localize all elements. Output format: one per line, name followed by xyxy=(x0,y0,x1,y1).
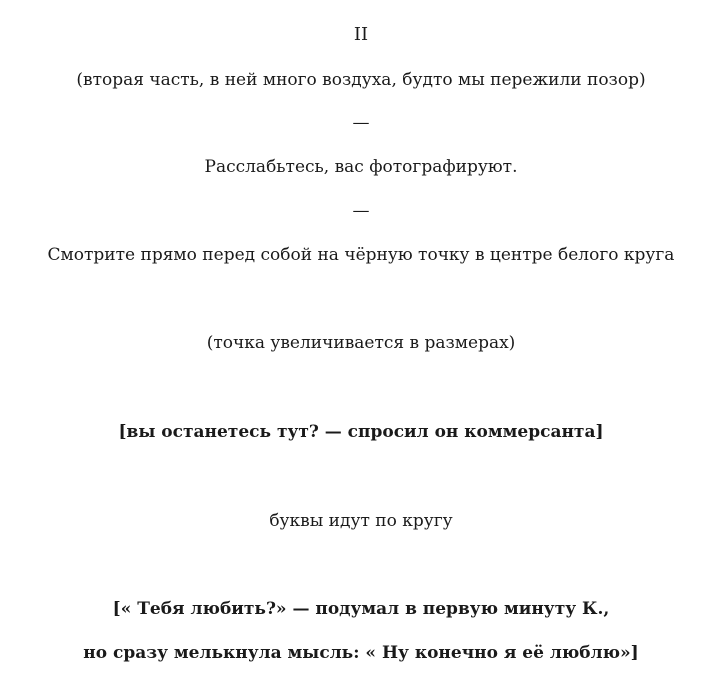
subtitle: (вторая часть, в ней много воздуха, будто мы пережили позор) xyxy=(76,70,646,90)
line-point: (точка увеличивается в размерах) xyxy=(206,333,516,353)
section-number: II xyxy=(353,24,369,45)
line-love-2: но сразу мелькнула мысль: « Ну конечно я её люблю»] xyxy=(83,643,639,663)
line-love-1: [« Тебя любить?» — подумал в первую минуту К., xyxy=(112,599,610,619)
line-question: [вы останетесь тут? — спросил он коммерсанта] xyxy=(118,422,604,442)
dash-divider-2: — xyxy=(352,201,370,221)
line-relax: Расслабьтесь, вас фотографируют. xyxy=(204,157,518,177)
line-letters: буквы идут по кругу xyxy=(269,511,453,531)
dash-divider-1: — xyxy=(352,113,370,133)
line-look: Смотрите прямо перед собой на чёрную точку в центре белого круга xyxy=(47,245,675,265)
